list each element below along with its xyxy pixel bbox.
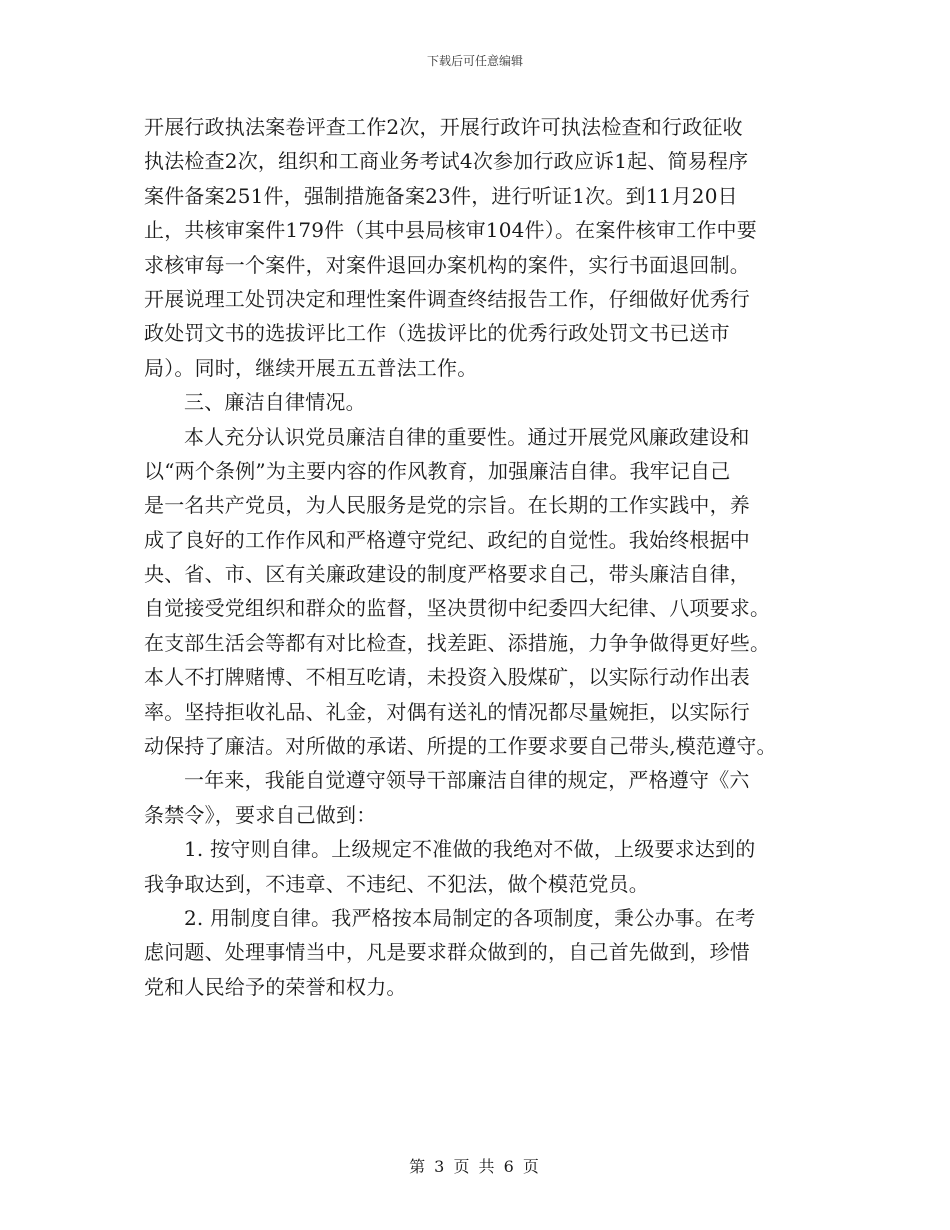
text-line: 虑问题、处理事情当中，凡是要求群众做到的，自己首先做到，珍惜 <box>144 940 750 965</box>
text-line: 开展行政执法案卷评查工作2次，开展行政许可执法检查和行政征收 <box>144 115 743 139</box>
text-line: 率。坚持拒收礼品、礼金，对偶有送礼的情况都尽量婉拒，以实际行 <box>144 699 750 724</box>
body-text <box>144 110 824 1004</box>
page-number-footer: 第 3 页 共 6 页 <box>409 1157 541 1176</box>
text-line: 条禁令》，要求自己做到： <box>144 802 377 827</box>
text-line: 我争取达到，不违章、不违纪、不犯法，做个模范党员。 <box>144 871 649 896</box>
text-line: 党和人民给予的荣誉和权力。 <box>144 974 407 999</box>
header-note: 下载后可任意编辑 <box>426 54 523 68</box>
text-line: 执法检查2次，组织和工商业务考试4次参加行政应诉1起、简易程序 <box>144 149 749 174</box>
text-line: 2. 用制度自律。我严格按本局制定的各项制度，秉公办事。在考 <box>184 905 756 930</box>
text-line: 开展说理工处罚决定和理性案件调查终结报告工作，仔细做好优秀行 <box>144 286 750 311</box>
text-line: 止，共核审案件179件（其中县局核审104件）。在案件核审工作中要 <box>144 218 757 243</box>
text-line: 央、省、市、区有关廉政建设的制度严格要求自己，带头廉洁自律， <box>144 562 750 587</box>
text-line: 求核审每一个案件，对案件退回办案机构的案件，实行书面退回制。 <box>144 252 750 277</box>
text-line: 1. 按守则自律。上级规定不准做的我绝对不做，上级要求达到的 <box>184 837 756 862</box>
text-line: 是一名共产党员，为人民服务是党的宗旨。在长期的工作实践中，养 <box>144 493 750 518</box>
text-line: 动保持了廉洁。对所做的承诺、所提的工作要求要自己带头,模范遵守。 <box>144 734 777 759</box>
text-line: 自觉接受党组织和群众的监督，坚决贯彻中纪委四大纪律、八项要求。 <box>144 596 771 621</box>
text-line: 三、廉洁自律情况。 <box>184 390 366 415</box>
text-line: 案件备案251件，强制措施备案23件，进行听证1次。到11月20日 <box>144 183 738 208</box>
text-line: 本人充分认识党员廉洁自律的重要性。通过开展党风廉政建设和 <box>184 424 750 449</box>
text-line: 一年来，我能自觉遵守领导干部廉洁自律的规定，严格遵守《六 <box>184 768 750 793</box>
text-line: 成了良好的工作作风和严格遵守党纪、政纪的自觉性。我始终根据中 <box>144 527 750 552</box>
text-line: 本人不打牌赌博、不相互吃请，未投资入股煤矿，以实际行动作出表 <box>144 665 750 690</box>
text-line: 局）。同时，继续开展五五普法工作。 <box>144 355 478 380</box>
text-line: 在支部生活会等都有对比检查，找差距、添措施，力争争做得更好些。 <box>144 630 771 655</box>
text-line: 政处罚文书的选拔评比工作（选拔评比的优秀行政处罚文书已送市 <box>144 321 730 346</box>
text-line: 以“两个条例”为主要内容的作风教育，加强廉洁自律。我牢记自己 <box>144 458 731 483</box>
